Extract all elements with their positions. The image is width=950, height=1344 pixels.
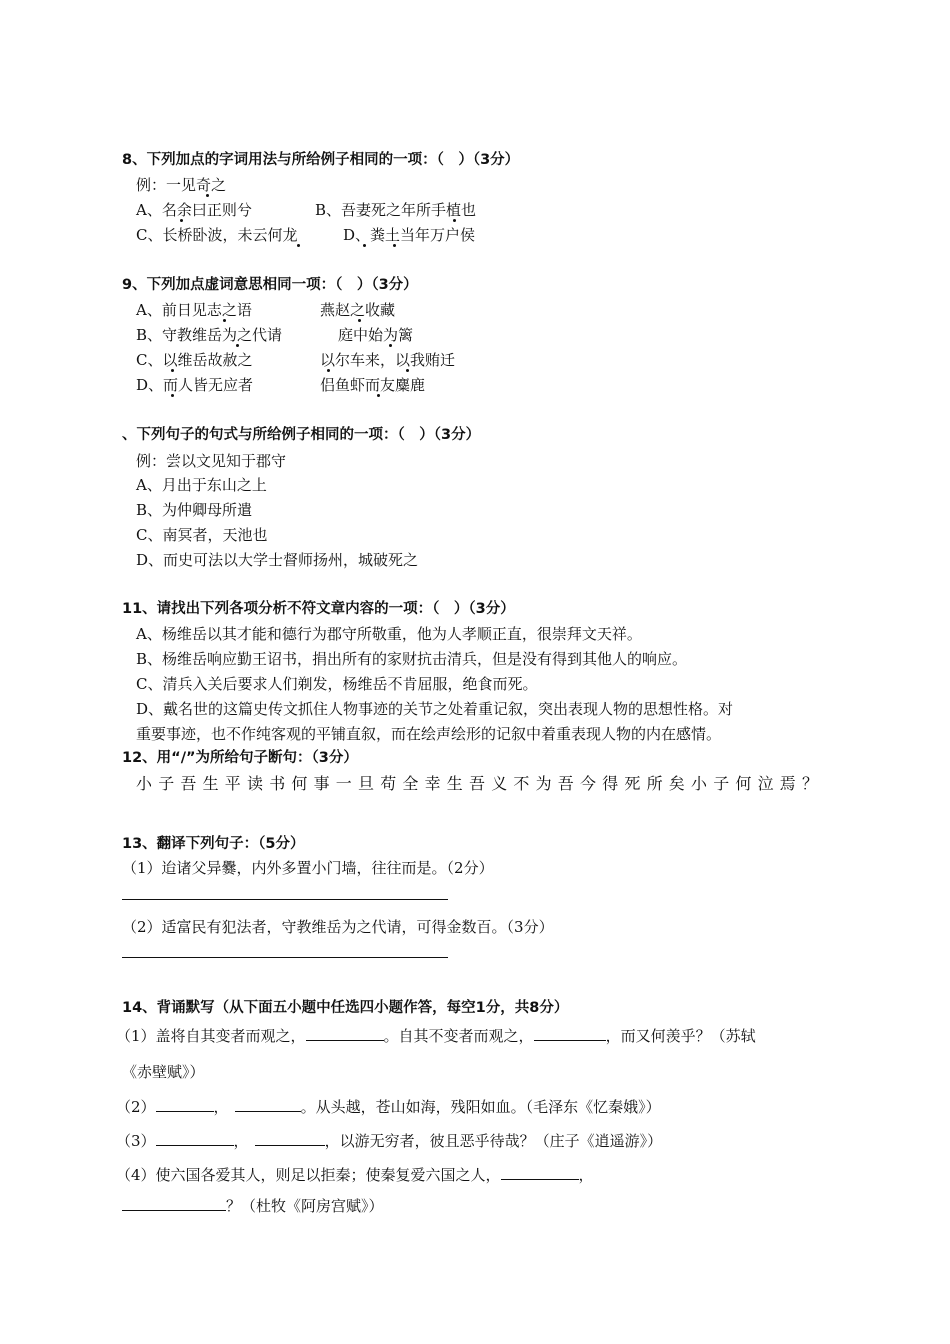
q8-option-d: D、粪土当年万户侯 <box>343 226 476 244</box>
q12-title: 12、用“/”为所给句子断句：（3分） <box>122 750 358 766</box>
q11-option-c: C、清兵入关后要求人们剃发，杨维岳不肯屈服，绝食而死。 <box>136 675 538 693</box>
emphasis-dot <box>327 369 330 372</box>
q14-item-4 <box>116 1163 594 1185</box>
q14-item-1 <box>116 1024 756 1046</box>
q9-title: 9、下列加点虚词意思相同一项：（ ）（3分） <box>122 277 418 293</box>
q14-item-3-text-a: （3） <box>116 1132 156 1150</box>
q13-item-2: （2）适富民有犯法者，守教维岳为之代请，可得金数百。（3分） <box>122 918 554 936</box>
q9-row-b-right: 庭中始为篱 <box>338 326 414 344</box>
fill-blank[interactable] <box>534 1024 606 1041</box>
q8-title: 8、下列加点的字词用法与所给例子相同的一项：（ ）（3分） <box>122 152 520 168</box>
emphasis-dot <box>389 344 392 347</box>
q8-option-c: C、长桥卧波，未云何龙 <box>136 226 298 244</box>
emphasis-dot <box>363 244 366 247</box>
q14-item-1-text-c: ，而又何羡乎？（苏轼 <box>605 1027 756 1045</box>
q9-row-a-left: A、前日见志之语 <box>136 301 252 319</box>
q11-title: 11、请找出下列各项分析不符文章内容的一项：（ ）（3分） <box>122 601 515 617</box>
q14-item-4-text-a: （4）使六国各爱其人，则足以拒秦；使秦复爱六国之人， <box>116 1166 501 1184</box>
fill-blank[interactable] <box>255 1129 325 1146</box>
q14-item-3-text-c: ，以游无穷者，彼且恶乎待哉？（庄子《逍遥游》） <box>324 1132 663 1150</box>
q13-title: 13、翻译下列句子：（5分） <box>122 836 305 852</box>
q9-row-c-right: 以尔车来，以我贿迁 <box>320 351 456 369</box>
q9-row-c-left: C、以维岳故赦之 <box>136 351 253 369</box>
q14-item-4-text-c: ？（杜牧《阿房宫赋》） <box>226 1197 384 1215</box>
emphasis-dot <box>180 219 183 222</box>
q14-title: 14、背诵默写（从下面五小题中任选四小题作答，每空1分，共8分） <box>122 1000 569 1016</box>
q11-option-d-cont: 重要事迹，也不作纯客观的平铺直叙，而在绘声绘形的记叙中着重表现人物的内在感情。 <box>136 725 722 743</box>
answer-line <box>122 957 448 958</box>
q9-row-b-left: B、守教维岳为之代请 <box>136 326 283 344</box>
emphasis-dot <box>171 369 174 372</box>
q14-item-4-cont <box>122 1194 384 1216</box>
q10-option-c: C、南冥者，天池也 <box>136 526 268 544</box>
q11-option-a: A、杨维岳以其才能和德行为郡守所敬重，他为人孝顺正直，很崇拜文天祥。 <box>136 625 642 643</box>
emphasis-dot <box>453 219 456 222</box>
q8-example: 例：一见奇之 <box>136 176 227 194</box>
emphasis-dot <box>297 244 300 247</box>
emphasis-dot <box>171 394 174 397</box>
q14-item-2 <box>116 1095 661 1117</box>
q13-item-1: （1）迨诸父异爨，内外多置小门墙，往往而是。（2分） <box>122 859 494 877</box>
fill-blank[interactable] <box>501 1163 579 1180</box>
emphasis-dot <box>223 319 226 322</box>
q9-row-d-left: D、而人皆无应者 <box>136 376 254 394</box>
q14-item-1-cont: 《赤壁赋》） <box>122 1063 205 1081</box>
q14-item-3-text-b: ， <box>233 1132 249 1150</box>
q14-item-1-text-a: （1）盖将自其变者而观之， <box>116 1027 306 1045</box>
q14-item-2-text-a: （2） <box>116 1098 156 1116</box>
q10-option-a: A、月出于东山之上 <box>136 476 267 494</box>
q10-title: 、下列句子的句式与所给例子相同的一项：（ ）（3分） <box>122 427 481 443</box>
emphasis-dot <box>358 319 361 322</box>
q10-option-d: D、而史可法以大学士督师扬州，城破死之 <box>136 551 419 569</box>
fill-blank[interactable] <box>122 1194 226 1211</box>
q11-option-d: D、戴名世的这篇史传文抓住人物事迹的关节之处着重记叙，突出表现人物的思想性格。对 <box>136 700 734 718</box>
q9-row-d-right: 侣鱼虾而友麋鹿 <box>320 376 426 394</box>
q14-item-2-text-c: 。从头越，苍山如海，残阳如血。（毛泽东《忆秦娥》） <box>300 1098 661 1116</box>
emphasis-dot <box>377 394 380 397</box>
fill-blank[interactable] <box>235 1095 301 1112</box>
q14-item-2-text-b: ， <box>213 1098 229 1116</box>
emphasis-dot <box>406 369 409 372</box>
q14-item-3 <box>116 1129 662 1151</box>
emphasis-dot <box>393 244 396 247</box>
q14-item-1-text-b: 。自其不变者而观之， <box>383 1027 534 1045</box>
q10-option-b: B、为仲卿母所遣 <box>136 501 253 519</box>
fill-blank[interactable] <box>306 1024 384 1041</box>
fill-blank[interactable] <box>156 1129 234 1146</box>
q14-item-4-text-b: ， <box>578 1166 594 1184</box>
q8-option-b: B、吾妻死之年所手植也 <box>315 201 477 219</box>
q11-option-b: B、杨维岳响应勤王诏书，捐出所有的家财抗击清兵，但是没有得到其他人的响应。 <box>136 650 688 668</box>
q8-option-a: A、名余曰正则兮 <box>136 201 252 219</box>
emphasis-dot <box>206 194 209 197</box>
emphasis-dot <box>236 344 239 347</box>
fill-blank[interactable] <box>156 1095 214 1112</box>
answer-line <box>122 899 448 900</box>
q12-sentence: 小子吾生平读书何事一旦苟全幸生吾义不为吾今得死所矣小子何泣焉？ <box>136 774 825 793</box>
q9-row-a-right: 燕赵之收藏 <box>320 301 396 319</box>
q10-example: 例：尝以文见知于郡守 <box>136 452 287 470</box>
